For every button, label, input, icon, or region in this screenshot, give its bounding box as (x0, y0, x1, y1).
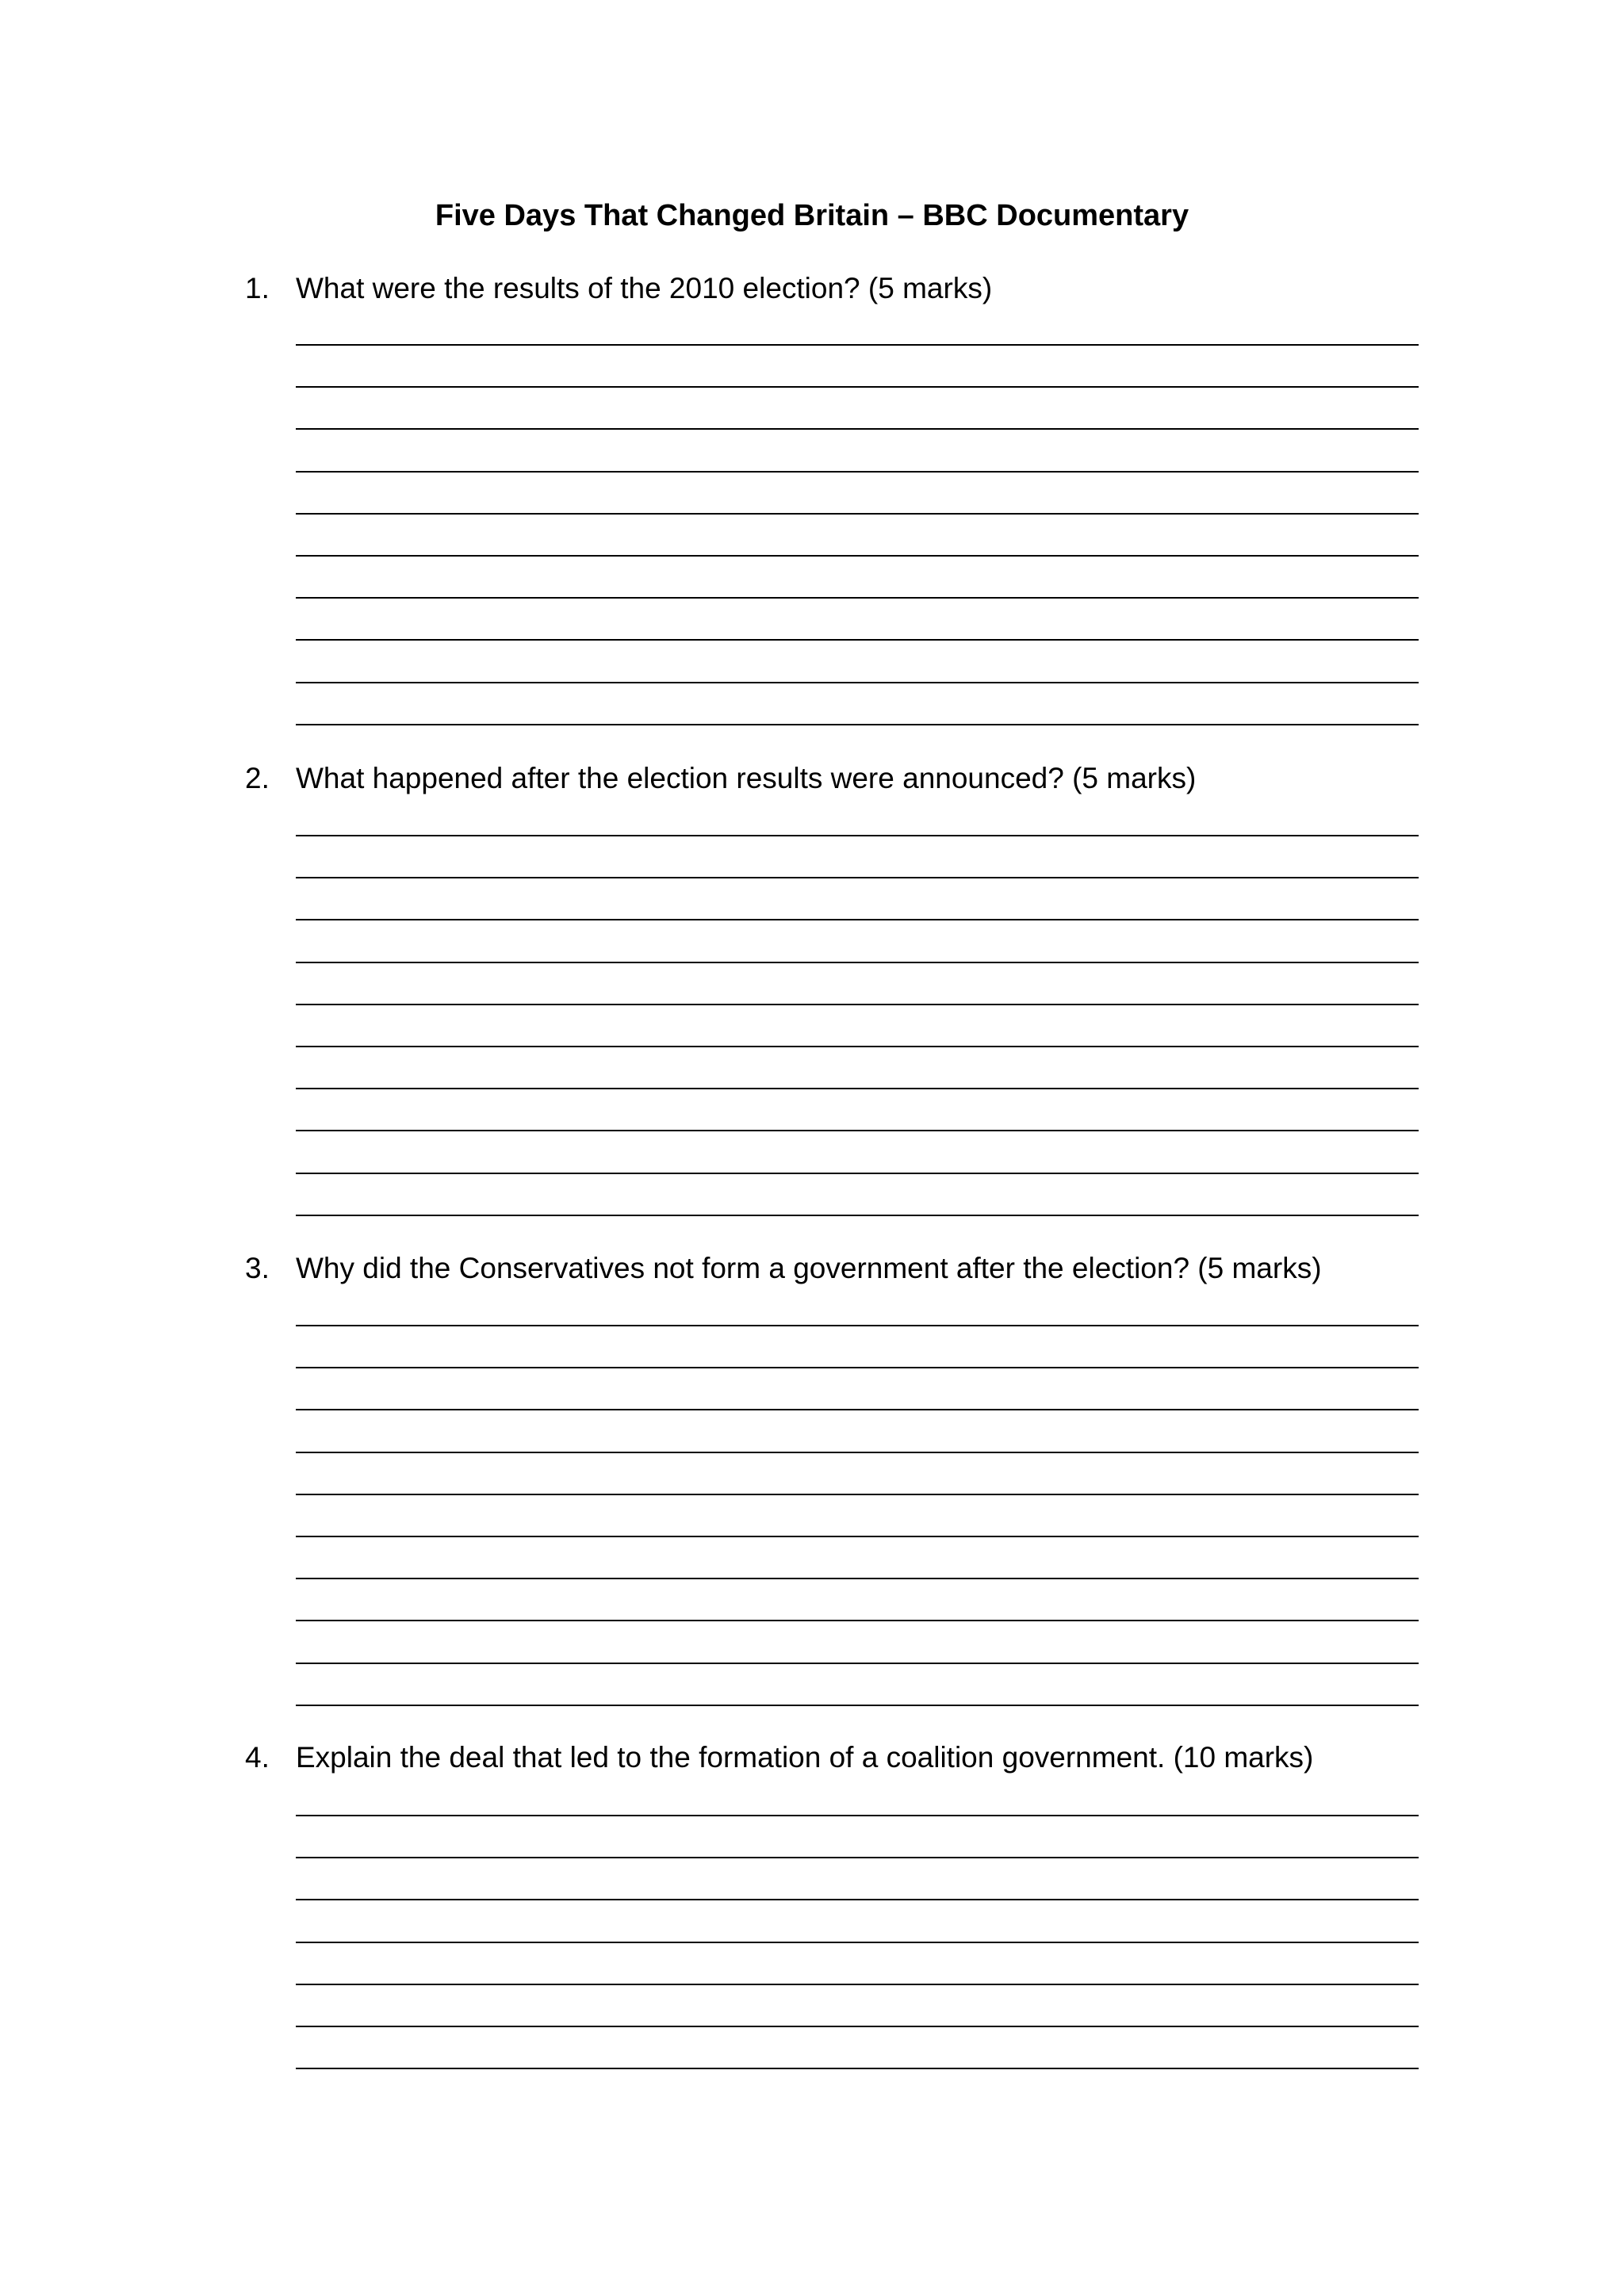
answer-line (296, 1899, 1419, 1900)
answer-line (296, 1663, 1419, 1664)
answer-line (296, 428, 1419, 430)
answer-line (296, 1857, 1419, 1858)
answer-line (296, 1452, 1419, 1453)
answer-line (296, 1705, 1419, 1706)
answer-line (296, 919, 1419, 920)
answer-line (296, 1367, 1419, 1368)
question-text: Explain the deal that led to the formation of a coalition government. (10 marks) (296, 1741, 1314, 1774)
question-heading (245, 1737, 1419, 1778)
answer-line (296, 1536, 1419, 1537)
answer-line (296, 471, 1419, 473)
answer-line (296, 1046, 1419, 1047)
question-heading (245, 268, 1419, 309)
question-text: What happened after the election results were announced? (5 marks) (296, 762, 1197, 794)
question-3 (245, 1248, 1419, 1289)
question-heading (245, 1248, 1419, 1289)
answer-line (296, 639, 1419, 641)
answer-line (296, 1494, 1419, 1495)
question-text: Why did the Conservatives not form a government after the election? (5 marks) (296, 1252, 1322, 1284)
answer-line (296, 835, 1419, 836)
answer-line (296, 1409, 1419, 1410)
worksheet-title: Five Days That Changed Britain – BBC Documentary (435, 199, 1189, 232)
answer-line (296, 1984, 1419, 1985)
answer-line (296, 1620, 1419, 1621)
answer-line (296, 682, 1419, 683)
answer-line (296, 1130, 1419, 1131)
question-2 (245, 758, 1419, 799)
question-4 (245, 1737, 1419, 1778)
answer-line (296, 555, 1419, 557)
answer-line (296, 724, 1419, 725)
answer-line (296, 1004, 1419, 1005)
answer-line (296, 513, 1419, 515)
question-heading (245, 758, 1419, 799)
answer-line (296, 386, 1419, 388)
answer-line (296, 2026, 1419, 2027)
answer-line (296, 1215, 1419, 1216)
answer-line (296, 1173, 1419, 1174)
answer-line (296, 877, 1419, 878)
answer-line (296, 597, 1419, 599)
question-number: 3. (245, 1252, 270, 1284)
question-number: 1. (245, 272, 270, 304)
question-text: What were the results of the 2010 election? (5 marks) (296, 272, 993, 304)
question-number: 4. (245, 1741, 270, 1774)
question-number: 2. (245, 762, 270, 794)
question-1 (245, 268, 1419, 309)
answer-line (296, 2068, 1419, 2069)
answer-line (296, 1942, 1419, 1943)
answer-line (296, 344, 1419, 346)
answer-line (296, 962, 1419, 963)
answer-line (296, 1325, 1419, 1326)
answer-line (296, 1815, 1419, 1816)
answer-line (296, 1088, 1419, 1089)
answer-line (296, 1578, 1419, 1579)
